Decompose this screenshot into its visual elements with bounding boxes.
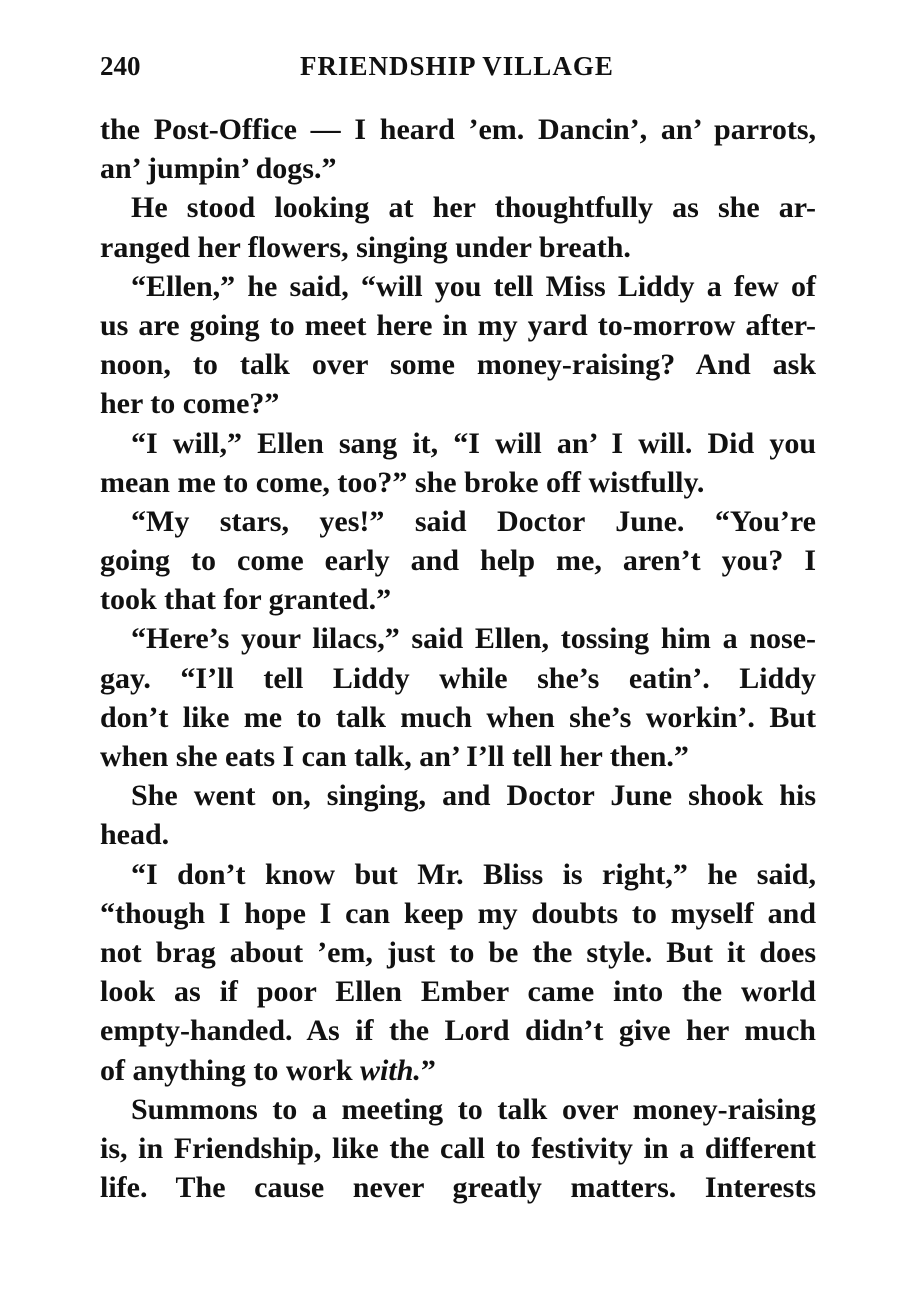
text-line: “I don’t know but Mr. Bliss is right,” he said, bbox=[131, 857, 816, 891]
text-line: an’ jumpin’ dogs.” bbox=[100, 152, 337, 186]
text-run: ” bbox=[420, 1053, 436, 1087]
text-line: “Ellen,” he said, “will you tell Miss Liddy a few of bbox=[131, 269, 816, 303]
text-line: noon, to talk over some money-raising? And ask bbox=[100, 348, 816, 382]
text-line: when she eats I can talk, an’ I’ll tell her then.” bbox=[100, 740, 689, 773]
text-line: mean me to come, too?” she broke off wistfully. bbox=[100, 465, 705, 499]
text-line: is, in Friendship, like the call to festivity in a different bbox=[100, 1131, 816, 1165]
text-line: empty-handed. As if the Lord didn’t give her much bbox=[100, 1014, 816, 1048]
text-line: head. bbox=[100, 818, 170, 852]
text-line: She went on, singing, and Doctor June shook his bbox=[131, 779, 816, 813]
text-line: going to come early and help me, aren’t you? I bbox=[100, 544, 816, 578]
italic-word: with. bbox=[360, 1053, 421, 1087]
text-line: “though I hope I can keep my doubts to myself and bbox=[100, 896, 816, 930]
text-line: her to come?” bbox=[100, 387, 280, 421]
text-line: Summons to a meeting to talk over money-raising bbox=[131, 1092, 816, 1126]
text-line: He stood looking at her thoughtfully as she ar- bbox=[131, 191, 816, 225]
text-line: not brag about ’em, just to be the style. But it does bbox=[100, 935, 816, 969]
text-line: ranged her flowers, singing under breath. bbox=[100, 230, 631, 264]
text-line: “I will,” Ellen sang it, “I will an’ I will. Did you bbox=[131, 426, 816, 460]
text-line: took that for granted.” bbox=[100, 583, 392, 617]
text-line bbox=[100, 1051, 816, 1090]
text-line: the Post-Office — I heard ’em. Dancin’, an’ parrots, bbox=[100, 113, 816, 146]
running-title: FRIENDSHIP VILLAGE bbox=[300, 51, 614, 81]
body-text bbox=[100, 110, 816, 1207]
text-line: us are going to meet here in my yard to-morrow after- bbox=[100, 308, 816, 342]
text-line: don’t like me to talk much when she’s workin’. But bbox=[100, 700, 816, 734]
text-line: gay. “I’ll tell Liddy while she’s eatin’. Liddy bbox=[100, 661, 816, 695]
text-line: “Here’s your lilacs,” said Ellen, tossing him a nose- bbox=[131, 622, 816, 656]
text-run: of anything to work bbox=[100, 1053, 361, 1087]
page-number: 240 bbox=[100, 51, 141, 81]
text-line: look as if poor Ellen Ember came into the world bbox=[100, 975, 816, 1009]
text-line: life. The cause never greatly matters. Interests bbox=[100, 1171, 816, 1205]
text-line: “My stars, yes!” said Doctor June. “You’re bbox=[131, 504, 816, 538]
